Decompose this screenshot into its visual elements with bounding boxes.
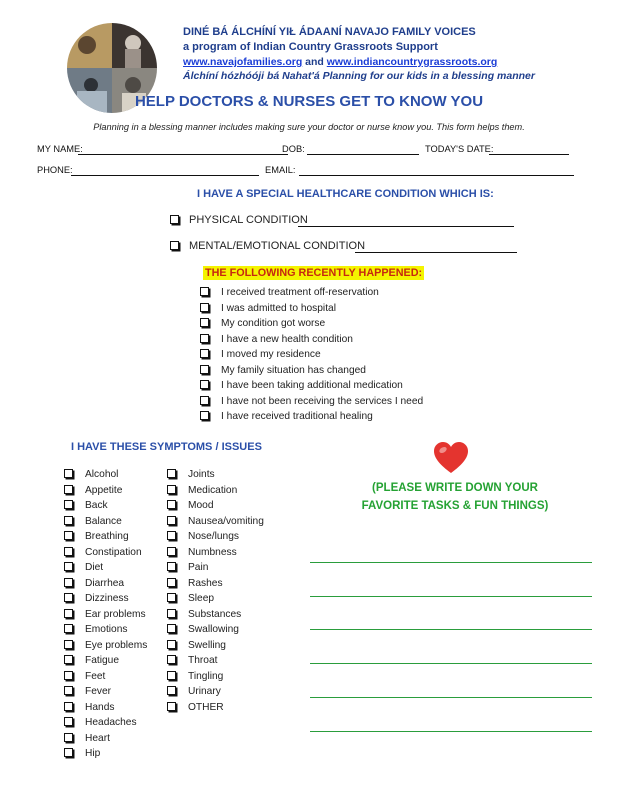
checkbox[interactable] <box>64 469 73 478</box>
checkbox[interactable] <box>64 671 73 680</box>
symptom-item-label: Medication <box>188 484 238 496</box>
symptoms-column-2 <box>167 467 264 715</box>
checkbox[interactable] <box>167 609 176 618</box>
program-line: a program of Indian Country Grassroots Support <box>183 41 438 53</box>
links-line <box>183 56 497 68</box>
symptom-item-label: Tingling <box>188 670 224 682</box>
symptom-item[interactable] <box>167 514 264 530</box>
heart-icon <box>433 441 469 480</box>
checkbox[interactable] <box>200 318 209 327</box>
symptom-item[interactable] <box>167 684 264 700</box>
symptom-item[interactable] <box>64 684 147 700</box>
email-label: EMAIL: <box>265 165 296 175</box>
checkbox[interactable] <box>64 516 73 525</box>
symptom-item-label: Emotions <box>85 624 128 636</box>
todays-date-label: TODAY'S DATE: <box>425 144 494 154</box>
recent-item[interactable] <box>200 301 423 317</box>
symptom-item[interactable] <box>64 576 147 592</box>
checkbox[interactable] <box>200 349 209 358</box>
recent-item-label: I received treatment off-reservation <box>221 287 379 299</box>
checkbox[interactable] <box>64 593 73 602</box>
symptom-item-label: Sleep <box>188 593 215 605</box>
symptom-item[interactable] <box>64 700 147 716</box>
symptom-item[interactable] <box>167 669 264 685</box>
symptom-item-label: Headaches <box>85 717 137 729</box>
symptom-item[interactable] <box>167 483 264 499</box>
recent-item[interactable] <box>200 409 423 425</box>
physical-label: PHYSICAL CONDITION <box>189 214 308 226</box>
symptom-item-label: Dizziness <box>85 593 129 605</box>
symptom-item[interactable] <box>64 483 147 499</box>
symptom-item[interactable] <box>167 498 264 514</box>
favorites-line-2: FAVORITE TASKS & FUN THINGS) <box>361 500 549 512</box>
checkbox[interactable] <box>167 531 176 540</box>
symptom-item[interactable] <box>64 467 147 483</box>
favorites-line-field[interactable] <box>310 731 592 732</box>
checkbox[interactable] <box>64 609 73 618</box>
recent-item-label: My family situation has changed <box>221 364 366 376</box>
checkbox[interactable] <box>167 671 176 680</box>
checkbox[interactable] <box>167 469 176 478</box>
checkbox[interactable] <box>167 702 176 711</box>
dob-label: DOB: <box>282 144 305 154</box>
checkbox[interactable] <box>167 500 176 509</box>
name-field[interactable] <box>78 154 288 155</box>
checkbox[interactable] <box>64 748 73 757</box>
checkbox[interactable] <box>64 733 73 742</box>
symptom-item-label: Heart <box>85 732 110 744</box>
checkbox[interactable] <box>64 547 73 556</box>
checkbox[interactable] <box>64 655 73 664</box>
recent-heading: THE FOLLOWING RECENTLY HAPPENED: <box>205 267 423 279</box>
checkbox[interactable] <box>64 702 73 711</box>
mental-checkbox[interactable] <box>170 241 179 250</box>
mental-field[interactable] <box>355 252 517 253</box>
symptom-item[interactable] <box>64 715 147 731</box>
symptom-item[interactable] <box>64 591 147 607</box>
symptom-item[interactable] <box>167 700 264 716</box>
physical-checkbox[interactable] <box>170 215 179 224</box>
org-title: DINÉ BÁ ÁLCHÍNÍ YIŁ ÁDAANÍ NAVAJO FAMILY VOICES <box>183 26 476 38</box>
symptom-item[interactable] <box>167 560 264 576</box>
symptom-item-label: Numbness <box>188 546 237 558</box>
symptom-item[interactable] <box>167 545 264 561</box>
checkbox[interactable] <box>167 593 176 602</box>
symptoms-column-1 <box>64 467 147 762</box>
symptom-item-label: Diarrhea <box>85 577 125 589</box>
symptom-item[interactable] <box>64 545 147 561</box>
symptom-item-label: Urinary <box>188 686 221 698</box>
recent-item-label: I have not been receiving the services I need <box>221 395 424 407</box>
symptom-item-label: Constipation <box>85 546 142 558</box>
recent-item[interactable] <box>200 347 423 363</box>
recent-item-label: My condition got worse <box>221 318 326 330</box>
symptom-item-label: Substances <box>188 608 242 620</box>
navajofamilies-link[interactable]: www.navajofamilies.org <box>183 56 303 68</box>
symptom-item-label: Back <box>85 500 108 512</box>
checkbox[interactable] <box>64 686 73 695</box>
symptom-item[interactable] <box>64 638 147 654</box>
checkbox[interactable] <box>200 334 209 343</box>
favorites-line-field[interactable] <box>310 596 592 597</box>
dob-field[interactable] <box>307 154 419 155</box>
tagline: Álchíní hózhóóji bá Nahat'á Planning for our kids in a blessing manner <box>183 70 535 82</box>
symptom-item[interactable] <box>64 746 147 762</box>
symptom-item-label: Mood <box>188 500 214 512</box>
checkbox[interactable] <box>167 624 176 633</box>
symptom-item[interactable] <box>167 607 264 623</box>
symptom-item-label: Rashes <box>188 577 223 589</box>
symptom-item-label: Alcohol <box>85 469 119 481</box>
checkbox[interactable] <box>167 547 176 556</box>
intro-text: Planning in a blessing manner includes making sure your doctor or nurse know you. This form helps them. <box>93 122 525 132</box>
symptom-item-label: Fatigue <box>85 655 119 667</box>
symptom-item[interactable] <box>167 591 264 607</box>
symptom-item-label: Appetite <box>85 484 123 496</box>
phone-field[interactable] <box>71 175 259 176</box>
checkbox[interactable] <box>64 624 73 633</box>
symptom-item[interactable] <box>167 622 264 638</box>
checkbox[interactable] <box>167 516 176 525</box>
checkbox[interactable] <box>64 485 73 494</box>
symptom-item-label: Breathing <box>85 531 129 543</box>
recent-item[interactable] <box>200 394 423 410</box>
symptom-item-label: Pain <box>188 562 209 574</box>
symptom-item[interactable] <box>64 607 147 623</box>
symptom-item-label: Nausea/vomiting <box>188 515 264 527</box>
symptom-item[interactable] <box>167 638 264 654</box>
symptom-item-label: Feet <box>85 670 106 682</box>
recent-item[interactable] <box>200 316 423 332</box>
checkbox[interactable] <box>200 365 209 374</box>
checkbox[interactable] <box>64 562 73 571</box>
symptom-item[interactable] <box>64 514 147 530</box>
checkbox[interactable] <box>64 500 73 509</box>
checkbox[interactable] <box>200 380 209 389</box>
checkbox[interactable] <box>64 717 73 726</box>
recent-item-label: I have received traditional healing <box>221 411 373 423</box>
checkbox[interactable] <box>64 578 73 587</box>
symptom-item-label: Swallowing <box>188 624 239 636</box>
symptom-item-label: Throat <box>188 655 218 667</box>
checkbox[interactable] <box>167 578 176 587</box>
symptom-item-label: Swelling <box>188 639 226 651</box>
phone-label: PHONE: <box>37 165 73 175</box>
recent-item[interactable] <box>200 285 423 301</box>
symptom-item-label: Hip <box>85 748 101 760</box>
mental-condition-row[interactable] <box>170 240 365 252</box>
recent-item[interactable] <box>200 332 423 348</box>
symptom-item[interactable] <box>64 622 147 638</box>
symptom-item-label: Eye problems <box>85 639 148 651</box>
symptom-item-label: OTHER <box>188 701 224 713</box>
symptom-item[interactable] <box>64 498 147 514</box>
favorites-note <box>305 479 605 515</box>
symptom-item-label: Nose/lungs <box>188 531 239 543</box>
symptom-item[interactable] <box>167 467 264 483</box>
symptoms-heading: I HAVE THESE SYMPTOMS / ISSUES <box>71 441 262 453</box>
recent-list <box>200 285 423 425</box>
recent-item[interactable] <box>200 378 423 394</box>
symptom-item-label: Ear problems <box>85 608 146 620</box>
symptom-item-label: Hands <box>85 701 115 713</box>
checkbox[interactable] <box>167 485 176 494</box>
recent-item[interactable] <box>200 363 423 379</box>
checkbox[interactable] <box>200 287 209 296</box>
recent-item-label: I have a new health condition <box>221 333 353 345</box>
checkbox[interactable] <box>64 531 73 540</box>
symptom-item[interactable] <box>64 560 147 576</box>
symptom-item[interactable] <box>167 576 264 592</box>
checkbox[interactable] <box>64 640 73 649</box>
physical-field[interactable] <box>298 226 514 227</box>
checkbox[interactable] <box>200 396 209 405</box>
condition-heading: I HAVE A SPECIAL HEALTHCARE CONDITION WHICH IS: <box>197 188 494 200</box>
symptom-item-label: Fever <box>85 686 112 698</box>
checkbox[interactable] <box>200 303 209 312</box>
checkbox[interactable] <box>200 411 209 420</box>
symptom-item[interactable] <box>167 653 264 669</box>
favorites-line-field[interactable] <box>310 697 592 698</box>
favorites-line-field[interactable] <box>310 629 592 630</box>
favorites-line-1: (PLEASE WRITE DOWN YOUR <box>372 482 538 494</box>
symptom-item[interactable] <box>64 653 147 669</box>
symptom-item[interactable] <box>64 529 147 545</box>
favorites-line-field[interactable] <box>310 663 592 664</box>
symptom-item-label: Diet <box>85 562 104 574</box>
email-field[interactable] <box>299 175 574 176</box>
favorites-line-field[interactable] <box>310 562 592 563</box>
mental-label: MENTAL/EMOTIONAL CONDITION <box>189 240 366 252</box>
recent-item-label: I moved my residence <box>221 349 321 361</box>
checkbox[interactable] <box>167 640 176 649</box>
checkbox[interactable] <box>167 686 176 695</box>
checkbox[interactable] <box>167 562 176 571</box>
indiancountry-link[interactable]: www.indiancountrygrassroots.org <box>326 56 498 68</box>
symptom-item[interactable] <box>167 529 264 545</box>
name-label: MY NAME: <box>37 144 83 154</box>
symptom-item[interactable] <box>64 669 147 685</box>
symptom-item[interactable] <box>64 731 147 747</box>
recent-item-label: I have been taking additional medication <box>221 380 403 392</box>
physical-condition-row[interactable] <box>170 214 308 226</box>
symptom-item-label: Balance <box>85 515 122 527</box>
symptom-item-label: Joints <box>188 469 215 481</box>
recent-item-label: I was admitted to hospital <box>221 302 336 314</box>
todays-date-field[interactable] <box>489 154 569 155</box>
link-joiner: and <box>305 56 324 68</box>
page-title: HELP DOCTORS & NURSES GET TO KNOW YOU <box>134 93 484 110</box>
checkbox[interactable] <box>167 655 176 664</box>
